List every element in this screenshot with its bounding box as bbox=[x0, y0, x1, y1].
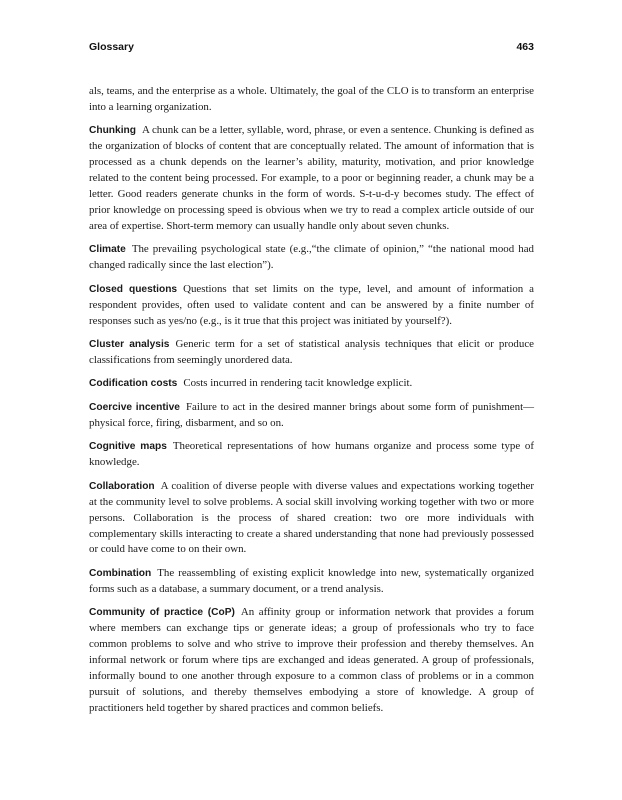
entry-definition: Failure to act in the desired manner brings about some form of punishment—physical force, firing, disbarment, and so on. bbox=[89, 400, 535, 429]
entry-definition: The prevailing psychological state (e.g.,“the climate of opinion,” “the national mood had changed radically since the last election”). bbox=[89, 243, 534, 272]
entry-term: Collaboration bbox=[89, 480, 155, 492]
page-number: 463 bbox=[516, 41, 534, 53]
entry-term: Closed questions bbox=[89, 283, 178, 295]
glossary-entry-community-of-practice bbox=[89, 605, 534, 716]
entry-definition: Theoretical representations of how humans organize and process some type of knowledge. bbox=[89, 440, 534, 469]
glossary-entry-continuation bbox=[89, 84, 534, 116]
entry-term: Cluster analysis bbox=[89, 339, 170, 351]
entry-definition: Generic term for a set of statistical analysis techniques that elicit or produce classifications from seemingly unordered data. bbox=[89, 338, 534, 366]
entry-definition: Costs incurred in rendering tacit knowledge explicit. bbox=[183, 377, 413, 390]
entry-term: Coercive incentive bbox=[89, 401, 180, 413]
entry-term: Chunking bbox=[89, 125, 136, 137]
entry-definition: als, teams, and the enterprise as a whole. Ultimately, the goal of the CLO is to transform an enterprise into a learning organization. bbox=[89, 85, 534, 113]
running-header bbox=[89, 41, 534, 53]
entry-term: Codification costs bbox=[89, 378, 178, 390]
glossary-entry-collaboration bbox=[89, 479, 534, 559]
glossary-entry-cognitive-maps bbox=[89, 439, 534, 471]
entry-term: Cognitive maps bbox=[89, 441, 167, 453]
glossary-entry-cluster-analysis bbox=[89, 337, 534, 369]
glossary-entry-closed-questions bbox=[89, 282, 534, 330]
glossary-entry-codification-costs bbox=[89, 376, 534, 392]
entry-term: Climate bbox=[89, 244, 126, 256]
glossary-entry-chunking bbox=[89, 123, 534, 234]
entry-term: Combination bbox=[89, 567, 152, 579]
entry-definition: A coalition of diverse people with diverse values and expectations working together at the community level to solve problems. A social skill involving working together with two or more persons. Collaboration is the process of shared creation: two ore more individuals with complementary skills interacting to create a shared understanding that none had previously possessed or could have come to on their own. bbox=[89, 479, 534, 556]
entry-definition: A chunk can be a letter, syllable, word, phrase, or even a sentence. Chunking is defined as the organization of blocks of content that are conceptually related. The amount of information that is processed as a chunk depends on the learner’s ability, maturity, motivation, and prior knowledge related to the content being processed. For example, to a poor or beginning reader, a chunk may be a letter. Good readers generate chunks in the form of words. S-t-u-d-y becomes study. The effect of prior knowledge on processing speed is obvious when we try to read a complex article outside of our area of expertise. Short-term memory can usually handle only about seven chunks. bbox=[89, 124, 534, 232]
glossary-body bbox=[89, 84, 534, 724]
entry-definition: Questions that set limits on the type, level, and amount of information a respondent provides, often used to validate content and can be answered by a finite number of responses such as yes/no (e.g., is it true that this project was initiated by yourself?). bbox=[89, 282, 534, 327]
glossary-entry-combination bbox=[89, 566, 534, 598]
entry-definition: The reassembling of existing explicit knowledge into new, systematically organized forms such as a database, a summary document, or a trend analysis. bbox=[89, 566, 534, 595]
entry-term: Community of practice (CoP) bbox=[89, 607, 235, 619]
glossary-entry-coercive-incentive bbox=[89, 400, 534, 432]
entry-definition: An affinity group or information network that provides a forum where members can exchange tips or generate ideas; a group of professionals who try to face common problems to solve and who strive to improve their profession and thereby themselves. An informal network or forum where tips are exchanged and ideas generated. A group of professionals, informally bound to one another through exposure to a common class of problems or in a common pursuit of solutions, and thereby themselves embodying a store of knowledge. A group of practitioners held together by shared practices and common beliefs. bbox=[89, 606, 535, 714]
glossary-entry-climate bbox=[89, 242, 534, 274]
section-title: Glossary bbox=[89, 41, 134, 53]
